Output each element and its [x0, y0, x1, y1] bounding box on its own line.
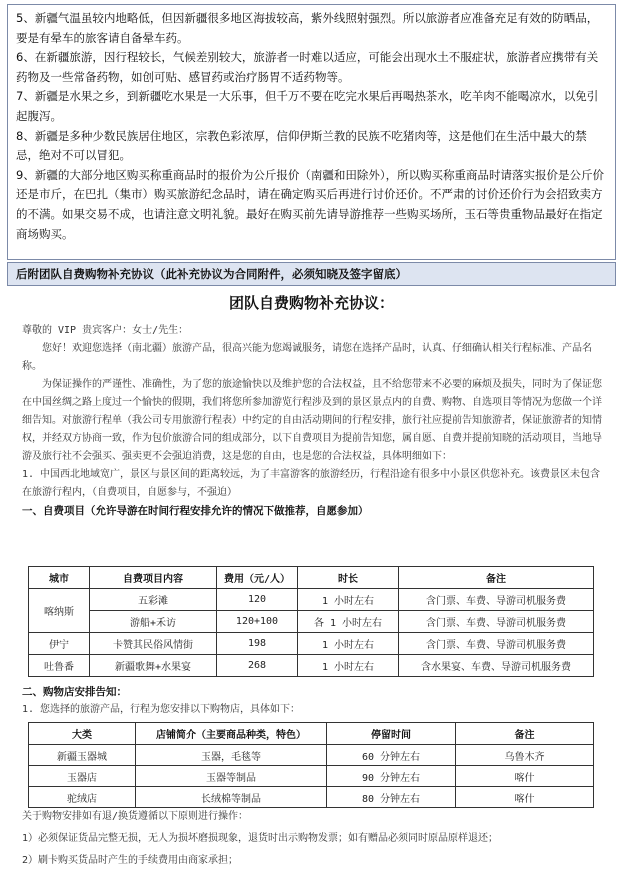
- col-category: 大类: [29, 723, 136, 745]
- duration-cell: 1 小时左右: [298, 633, 399, 655]
- duration-cell: 1 小时左右: [298, 655, 399, 677]
- intro-paragraph-3: 1. 中国西北地域宽广，景区与景区间的距离较远，为了丰富游客的旅游经历，行程沿途有很多中小景区供您补充。该费景区未包含在旅游行程内，（自费项目，自愿参与，不强迫）: [22, 469, 601, 498]
- greeting: 尊敬的 VIP 贵宾客户：女士/先生：: [22, 325, 189, 336]
- note-cell: 乌鲁木齐: [456, 745, 594, 766]
- shopping-table: [28, 722, 594, 808]
- section-2-line: 1. 您选择的旅游产品，行程为您安排以下购物店，具体如下：: [22, 704, 301, 715]
- col-note: 备注: [399, 567, 594, 589]
- note-8: 8、新疆是多种少数民族居住地区，宗教色彩浓厚，信仰伊斯兰教的民族不吃猪肉等，这是他们在生活中最大的禁忌，绝对不可以冒犯。: [16, 128, 587, 163]
- table-row: [29, 766, 594, 787]
- col-fee: 费用（元/人）: [217, 567, 298, 589]
- col-duration: 时长: [298, 567, 399, 589]
- note-cell: 含门票、车费、导游司机服务费: [399, 633, 594, 655]
- agreement-intro: [22, 322, 602, 520]
- section-2-title: 二、购物店安排告知：: [22, 686, 127, 698]
- fee-cell: 120: [217, 589, 298, 611]
- section-1-title: 一、自费项目（允许导游在时间行程安排允许的情况下做推荐，自愿参加）: [22, 505, 369, 517]
- note-9: 9、新疆的大部分地区购买称重商品时的报价为公斤报价（南疆和田除外），所以购买称重商品时请落实报价是公斤价还是市斤，在巴扎（集市）购买旅游纪念品时，请在确定购买后再进行讨价还价。不严肃的讨价还价行为会招致卖方的不满。如果交易不成，也请注意文明礼貌。最好在购买前先请导游推荐一些购买场所，玉石等贵重物品最好在指定商场购买。: [16, 167, 605, 241]
- city-cell: 喀纳斯: [29, 589, 90, 633]
- note-cell: 含水果宴、车费、导游司机服务费: [399, 655, 594, 677]
- stay-cell: 90 分钟左右: [327, 766, 456, 787]
- col-item: 自费项目内容: [90, 567, 217, 589]
- note-cell: 含门票、车费、导游司机服务费: [399, 589, 594, 611]
- note-6: 6、在新疆旅游，因行程较长，气候差别较大，旅游者一时难以适应，可能会出现水土不服症状，旅游者应携带有关药物及一些常备药物，如创可贴、感冒药或治疗肠胃不适药物等。: [16, 50, 599, 84]
- fee-cell: 198: [217, 633, 298, 655]
- duration-cell: 1 小时左右: [298, 589, 399, 611]
- note-cell: 喀什: [456, 766, 594, 787]
- agreement-title: 团队自费购物补充协议：: [228, 294, 394, 312]
- refund-section: [22, 808, 602, 870]
- table-header-row: [29, 723, 594, 745]
- col-city: 城市: [29, 567, 90, 589]
- note-cell: 喀什: [456, 787, 594, 808]
- item-cell: 游船+禾访: [90, 611, 217, 633]
- city-cell: 伊宁: [29, 633, 90, 655]
- table-row: [29, 787, 594, 808]
- table-row: [29, 589, 594, 611]
- intro-paragraph-1: 您好！欢迎您选择（南北疆）旅游产品，很高兴能为您竭诚服务，请您在选择产品时，认真、仔细确认相关行程标准、产品名称。: [22, 343, 592, 372]
- category-cell: 驼绒店: [29, 787, 136, 808]
- col-note: 备注: [456, 723, 594, 745]
- fee-cell: 120+100: [217, 611, 298, 633]
- duration-cell: 各 1 小时左右: [298, 611, 399, 633]
- intro-paragraph-2: 为保证操作的严谨性、准确性，为了您的旅途愉快以及维护您的合法权益，且不给您带来不必要的麻烦及损失，同时为了保证您在中国丝绸之路上度过一个愉快的假期，我们将您所参加游览行程涉及到的景区景点内的自费、购物、自选项目等情况为您做一个详细告知。对旅游行程单（我公司专用旅游行程表）中约定的自由活动期间的行程安排，旅行社应提前告知旅游者，保证旅游者的知情权，并经双方协商一致，作为包价旅游合同的组成部分，以下自费项目为提前告知您，属自愿、自费并提前知晓的活动项目，当地导游及旅行社不会强买、强卖更不会强迫消费，这是您的自由，也是您的合法权益，具体明细如下：: [22, 379, 602, 462]
- table-row: [29, 745, 594, 766]
- shopping-section: [22, 683, 602, 719]
- col-intro: 店铺简介（主要商品种类，特色）: [136, 723, 327, 745]
- intro-cell: 玉器，毛毯等: [136, 745, 327, 766]
- appendix-heading-bar: 后附团队自费购物补充协议（此补充协议为合同附件，必须知晓及签字留底）: [7, 262, 616, 286]
- item-cell: 卡赞其民俗风情街: [90, 633, 217, 655]
- travel-notes-box: [7, 4, 616, 260]
- stay-cell: 60 分钟左右: [327, 745, 456, 766]
- optional-activities-table: [28, 566, 594, 677]
- table-row: [29, 633, 594, 655]
- intro-cell: 玉器等制品: [136, 766, 327, 787]
- note-5: 5、新疆气温虽较内地略低，但因新疆很多地区海拔较高，紫外线照射强烈。所以旅游者应准备充足有效的防晒品，要是有晕车的旅客请自备晕车药。: [16, 11, 599, 45]
- intro-cell: 长绒棉等制品: [136, 787, 327, 808]
- item-cell: 五彩滩: [90, 589, 217, 611]
- col-stay: 停留时间: [327, 723, 456, 745]
- stay-cell: 80 分钟左右: [327, 787, 456, 808]
- note-cell: 含门票、车费、导游司机服务费: [399, 611, 594, 633]
- table-row: [29, 611, 594, 633]
- city-cell: 吐鲁番: [29, 655, 90, 677]
- category-cell: 新疆玉器城: [29, 745, 136, 766]
- refund-line-2: 2）刷卡购买货品时产生的手续费用由商家承担；: [22, 855, 239, 866]
- refund-title: 关于购物安排如有退/换货遵循以下原则进行操作：: [22, 811, 249, 822]
- table-header-row: [29, 567, 594, 589]
- item-cell: 新疆歌舞+水果宴: [90, 655, 217, 677]
- note-7: 7、新疆是水果之乡，到新疆吃水果是一大乐事，但千万不要在吃完水果后再喝热茶水，吃羊肉不能喝凉水，以免引起腹泻。: [16, 89, 599, 123]
- fee-cell: 268: [217, 655, 298, 677]
- table-row: [29, 655, 594, 677]
- refund-line-1: 1）必须保证货品完整无损，无人为损坏磨损现象，退货时出示购物发票；如有赠品必须同时原品原样退还；: [22, 833, 499, 844]
- category-cell: 玉器店: [29, 766, 136, 787]
